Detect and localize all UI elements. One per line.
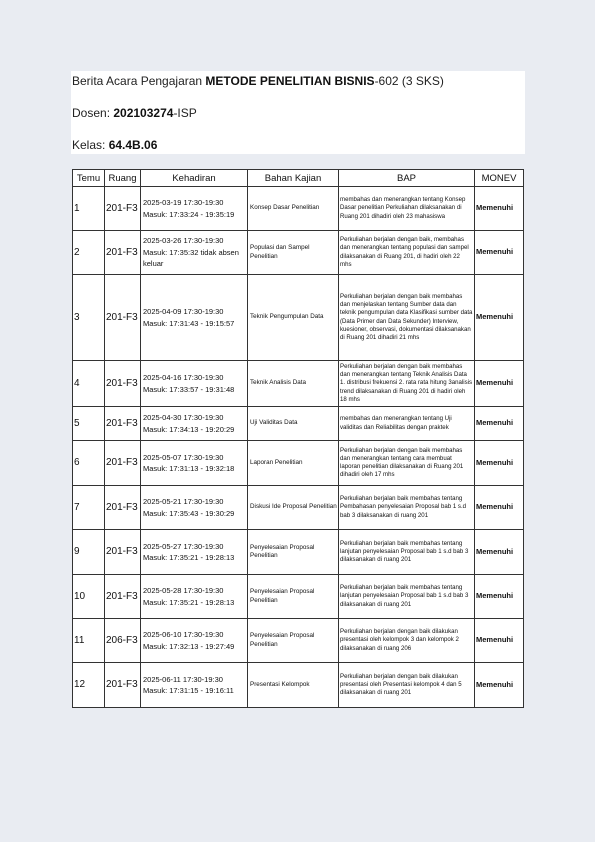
ruang-cell: 201-F3 bbox=[105, 231, 141, 275]
temu-cell: 6 bbox=[73, 441, 105, 486]
schedule-text: 2025-05-28 17:30-19:30 bbox=[143, 586, 224, 595]
schedule-text: 2025-04-30 17:30-19:30 bbox=[143, 413, 224, 422]
check-in-text: Masuk: 17:34:13 - 19:20:29 bbox=[143, 424, 235, 434]
temu-cell: 9 bbox=[73, 530, 105, 575]
col-header-kehadiran: Kehadiran bbox=[141, 170, 248, 187]
kelas-line bbox=[72, 138, 157, 152]
monev-cell: Memenuhi bbox=[475, 663, 524, 708]
bap-cell: Perkuliahan berjalan baik membahas tentang lanjutan penyelesaian Proposal bab 1 s.d bab 3 dilaksanakan di ruang 201 bbox=[339, 575, 475, 619]
bap-cell: Perkuliahan berjalan dengan baik membahas dan menerangkan tentang cara membuat laporan penelitian dilaksanakan di Ruang 201 dihadiri oleh 17 mhs bbox=[339, 441, 475, 486]
schedule-text: 2025-05-07 17:30-19:30 bbox=[143, 452, 224, 462]
bap-cell: Perkuliahan berjalan dengan baik dilakukan presentasi oleh kelompok 3 dan kelompok 2 dilaksanakan di ruang 206 bbox=[339, 619, 475, 663]
course-name: METODE PENELITIAN BISNIS bbox=[205, 74, 375, 88]
bahan-kajian-cell: Diskusi Ide Proposal Penelitian bbox=[248, 486, 339, 530]
bap-cell: Perkuliahan berjalan baik membahas tentang Pembahasan penyelesaian Proposal bab 1 s.d bab 3 dilaksanakan di ruang 201 bbox=[339, 486, 475, 530]
ruang-cell: 201-F3 bbox=[105, 275, 141, 361]
page-title bbox=[72, 74, 444, 88]
bap-cell: Perkuliahan berjalan dengan baik membahas dan menjelaskan tentang Sumber data dan teknik pengumpulan data Klasifikasi sumber data (Data Primer dan Data Sekunder) Interview, kuesioner, observasi, dokumentasi dilaksanakan di Ruang 201 dihadiri 21 mhs bbox=[339, 275, 475, 361]
table-header-row bbox=[73, 170, 524, 187]
bap-cell: Perkuliahan berjalan baik membahas tentang lanjutan penyelesaian Proposal bab 1 s.d bab 3 dilaksanakan di ruang 201 bbox=[339, 530, 475, 575]
monev-cell: Memenuhi bbox=[475, 407, 524, 441]
temu-cell: 12 bbox=[73, 663, 105, 708]
bap-cell: Perkuliahan berjalan dengan baik membahas dan menerangkan tentang Teknik Analisis Data 1. distribusi frekuensi 2. rata rata hitung 3analisis trend dilaksanakan di Ruang 201 di hadiri oleh 18 mhs bbox=[339, 361, 475, 407]
bap-cell: Perkuliahan berjalan dengan baik, membahas dan menerangkan tentang populasi dan sampel dilaksanakan di Ruang 201, di hadiri oleh 22 mhs bbox=[339, 231, 475, 275]
dosen-label: Dosen: bbox=[72, 106, 114, 120]
col-header-bahan-kajian: Bahan Kajian bbox=[248, 170, 339, 187]
bahan-kajian-cell: Teknik Analisis Data bbox=[248, 361, 339, 407]
table-row bbox=[73, 441, 524, 486]
schedule-text: 2025-04-09 17:30-19:30 bbox=[143, 307, 224, 316]
check-in-text: Masuk: 17:32:13 - 19:27:49 bbox=[143, 641, 235, 651]
check-in-text: Masuk: 17:31:43 - 19:15:57 bbox=[143, 318, 235, 328]
col-header-temu: Temu bbox=[73, 170, 105, 187]
schedule-text: 2025-04-16 17:30-19:30 bbox=[143, 373, 224, 382]
bahan-kajian-cell: Teknik Pengumpulan Data bbox=[248, 275, 339, 361]
table-row bbox=[73, 407, 524, 441]
schedule-text: 2025-05-21 17:30-19:30 bbox=[143, 497, 224, 506]
dosen-line bbox=[72, 106, 197, 120]
temu-cell: 5 bbox=[73, 407, 105, 441]
bahan-kajian-cell: Penyelesaian Proposal Penelitian bbox=[248, 530, 339, 575]
ruang-cell: 201-F3 bbox=[105, 361, 141, 407]
ruang-cell: 201-F3 bbox=[105, 530, 141, 575]
check-in-text: Masuk: 17:35:21 - 19:28:13 bbox=[143, 597, 235, 607]
dosen-suffix: -ISP bbox=[173, 106, 197, 120]
temu-cell: 3 bbox=[73, 275, 105, 361]
monev-cell: Memenuhi bbox=[475, 187, 524, 231]
kehadiran-cell bbox=[141, 575, 248, 619]
monev-cell: Memenuhi bbox=[475, 486, 524, 530]
bap-cell: membahas dan menerangkan tentang Konsep Dasar penelitian Perkuliahan dilaksanakan di Ruang 201 dihadiri oleh 23 mahasiswa bbox=[339, 187, 475, 231]
ruang-cell: 201-F3 bbox=[105, 407, 141, 441]
bahan-kajian-cell: Penyelesaian Proposal Penelitian bbox=[248, 575, 339, 619]
title-prefix: Berita Acara Pengajaran bbox=[72, 74, 206, 88]
course-suffix: -602 (3 SKS) bbox=[374, 74, 444, 88]
col-header-bap: BAP bbox=[339, 170, 475, 187]
kehadiran-cell bbox=[141, 663, 248, 708]
ruang-cell: 201-F3 bbox=[105, 575, 141, 619]
temu-cell: 10 bbox=[73, 575, 105, 619]
kehadiran-cell bbox=[141, 486, 248, 530]
bahan-kajian-cell: Presentasi Kelompok bbox=[248, 663, 339, 708]
dosen-id: 202103274 bbox=[113, 106, 174, 120]
check-in-text: Masuk: 17:33:24 - 19:35:19 bbox=[143, 209, 235, 219]
temu-cell: 2 bbox=[73, 231, 105, 275]
table-row bbox=[73, 486, 524, 530]
schedule-text: 2025-05-27 17:30-19:30 bbox=[143, 541, 224, 551]
monev-cell: Memenuhi bbox=[475, 441, 524, 486]
ruang-cell: 201-F3 bbox=[105, 441, 141, 486]
kehadiran-cell bbox=[141, 275, 248, 361]
check-in-text: Masuk: 17:35:43 - 19:30:29 bbox=[143, 508, 235, 518]
ruang-cell: 201-F3 bbox=[105, 486, 141, 530]
check-in-text: Masuk: 17:35:21 - 19:28:13 bbox=[143, 553, 235, 562]
bahan-kajian-cell: Laporan Penelitian bbox=[248, 441, 339, 486]
temu-cell: 1 bbox=[73, 187, 105, 231]
schedule-text: 2025-06-11 17:30-19:30 bbox=[143, 674, 223, 684]
schedule-text: 2025-03-19 17:30-19:30 bbox=[143, 198, 224, 207]
schedule-text: 2025-03-26 17:30-19:30 bbox=[143, 236, 224, 246]
temu-cell: 7 bbox=[73, 486, 105, 530]
col-header-ruang: Ruang bbox=[105, 170, 141, 187]
table-row bbox=[73, 619, 524, 663]
monev-cell: Memenuhi bbox=[475, 575, 524, 619]
document-header bbox=[71, 71, 525, 154]
check-in-text: Masuk: 17:31:13 - 19:32:18 bbox=[143, 464, 235, 473]
monev-cell: Memenuhi bbox=[475, 275, 524, 361]
check-in-text: Masuk: 17:31:15 - 19:16:11 bbox=[143, 686, 234, 695]
table-row bbox=[73, 275, 524, 361]
check-in-text: Masuk: 17:35:32 tidak absen keluar bbox=[143, 247, 239, 269]
schedule-text: 2025-06-10 17:30-19:30 bbox=[143, 630, 224, 639]
col-header-monev: MONEV bbox=[475, 170, 524, 187]
bahan-kajian-cell: Penyelesaian Proposal Penelitian bbox=[248, 619, 339, 663]
table-row bbox=[73, 530, 524, 575]
kehadiran-cell bbox=[141, 619, 248, 663]
kehadiran-cell bbox=[141, 407, 248, 441]
temu-cell: 11 bbox=[73, 619, 105, 663]
monev-cell: Memenuhi bbox=[475, 530, 524, 575]
bahan-kajian-cell: Populasi dan Sampel Penelitian bbox=[248, 231, 339, 275]
temu-cell: 4 bbox=[73, 361, 105, 407]
monev-cell: Memenuhi bbox=[475, 231, 524, 275]
monev-cell: Memenuhi bbox=[475, 619, 524, 663]
kehadiran-cell bbox=[141, 530, 248, 575]
ruang-cell: 201-F3 bbox=[105, 663, 141, 708]
monev-cell: Memenuhi bbox=[475, 361, 524, 407]
table-row bbox=[73, 361, 524, 407]
table-row bbox=[73, 663, 524, 708]
kehadiran-cell bbox=[141, 441, 248, 486]
table-row bbox=[73, 187, 524, 231]
kelas-label: Kelas: bbox=[72, 138, 109, 152]
bahan-kajian-cell: Uji Validitas Data bbox=[248, 407, 339, 441]
bahan-kajian-cell: Konsep Dasar Penelitian bbox=[248, 187, 339, 231]
table-row bbox=[73, 231, 524, 275]
kehadiran-cell bbox=[141, 361, 248, 407]
kehadiran-cell bbox=[141, 187, 248, 231]
ruang-cell: 201-F3 bbox=[105, 187, 141, 231]
attendance-table bbox=[72, 169, 524, 708]
ruang-cell: 206-F3 bbox=[105, 619, 141, 663]
table-row bbox=[73, 575, 524, 619]
check-in-text: Masuk: 17:33:57 - 19:31:48 bbox=[143, 384, 235, 394]
kehadiran-cell bbox=[141, 231, 248, 275]
kelas-value: 64.4B.06 bbox=[108, 138, 158, 152]
table-body bbox=[73, 187, 524, 708]
bap-cell: Perkuliahan berjalan dengan baik dilakukan presentasi oleh Presentasi kelompok 4 dan 5 dilaksanakan di ruang 201 bbox=[339, 663, 475, 708]
bap-cell: membahas dan menerangkan tentang Uji validitas dan Reliabilitas dengan praktek bbox=[339, 407, 475, 441]
